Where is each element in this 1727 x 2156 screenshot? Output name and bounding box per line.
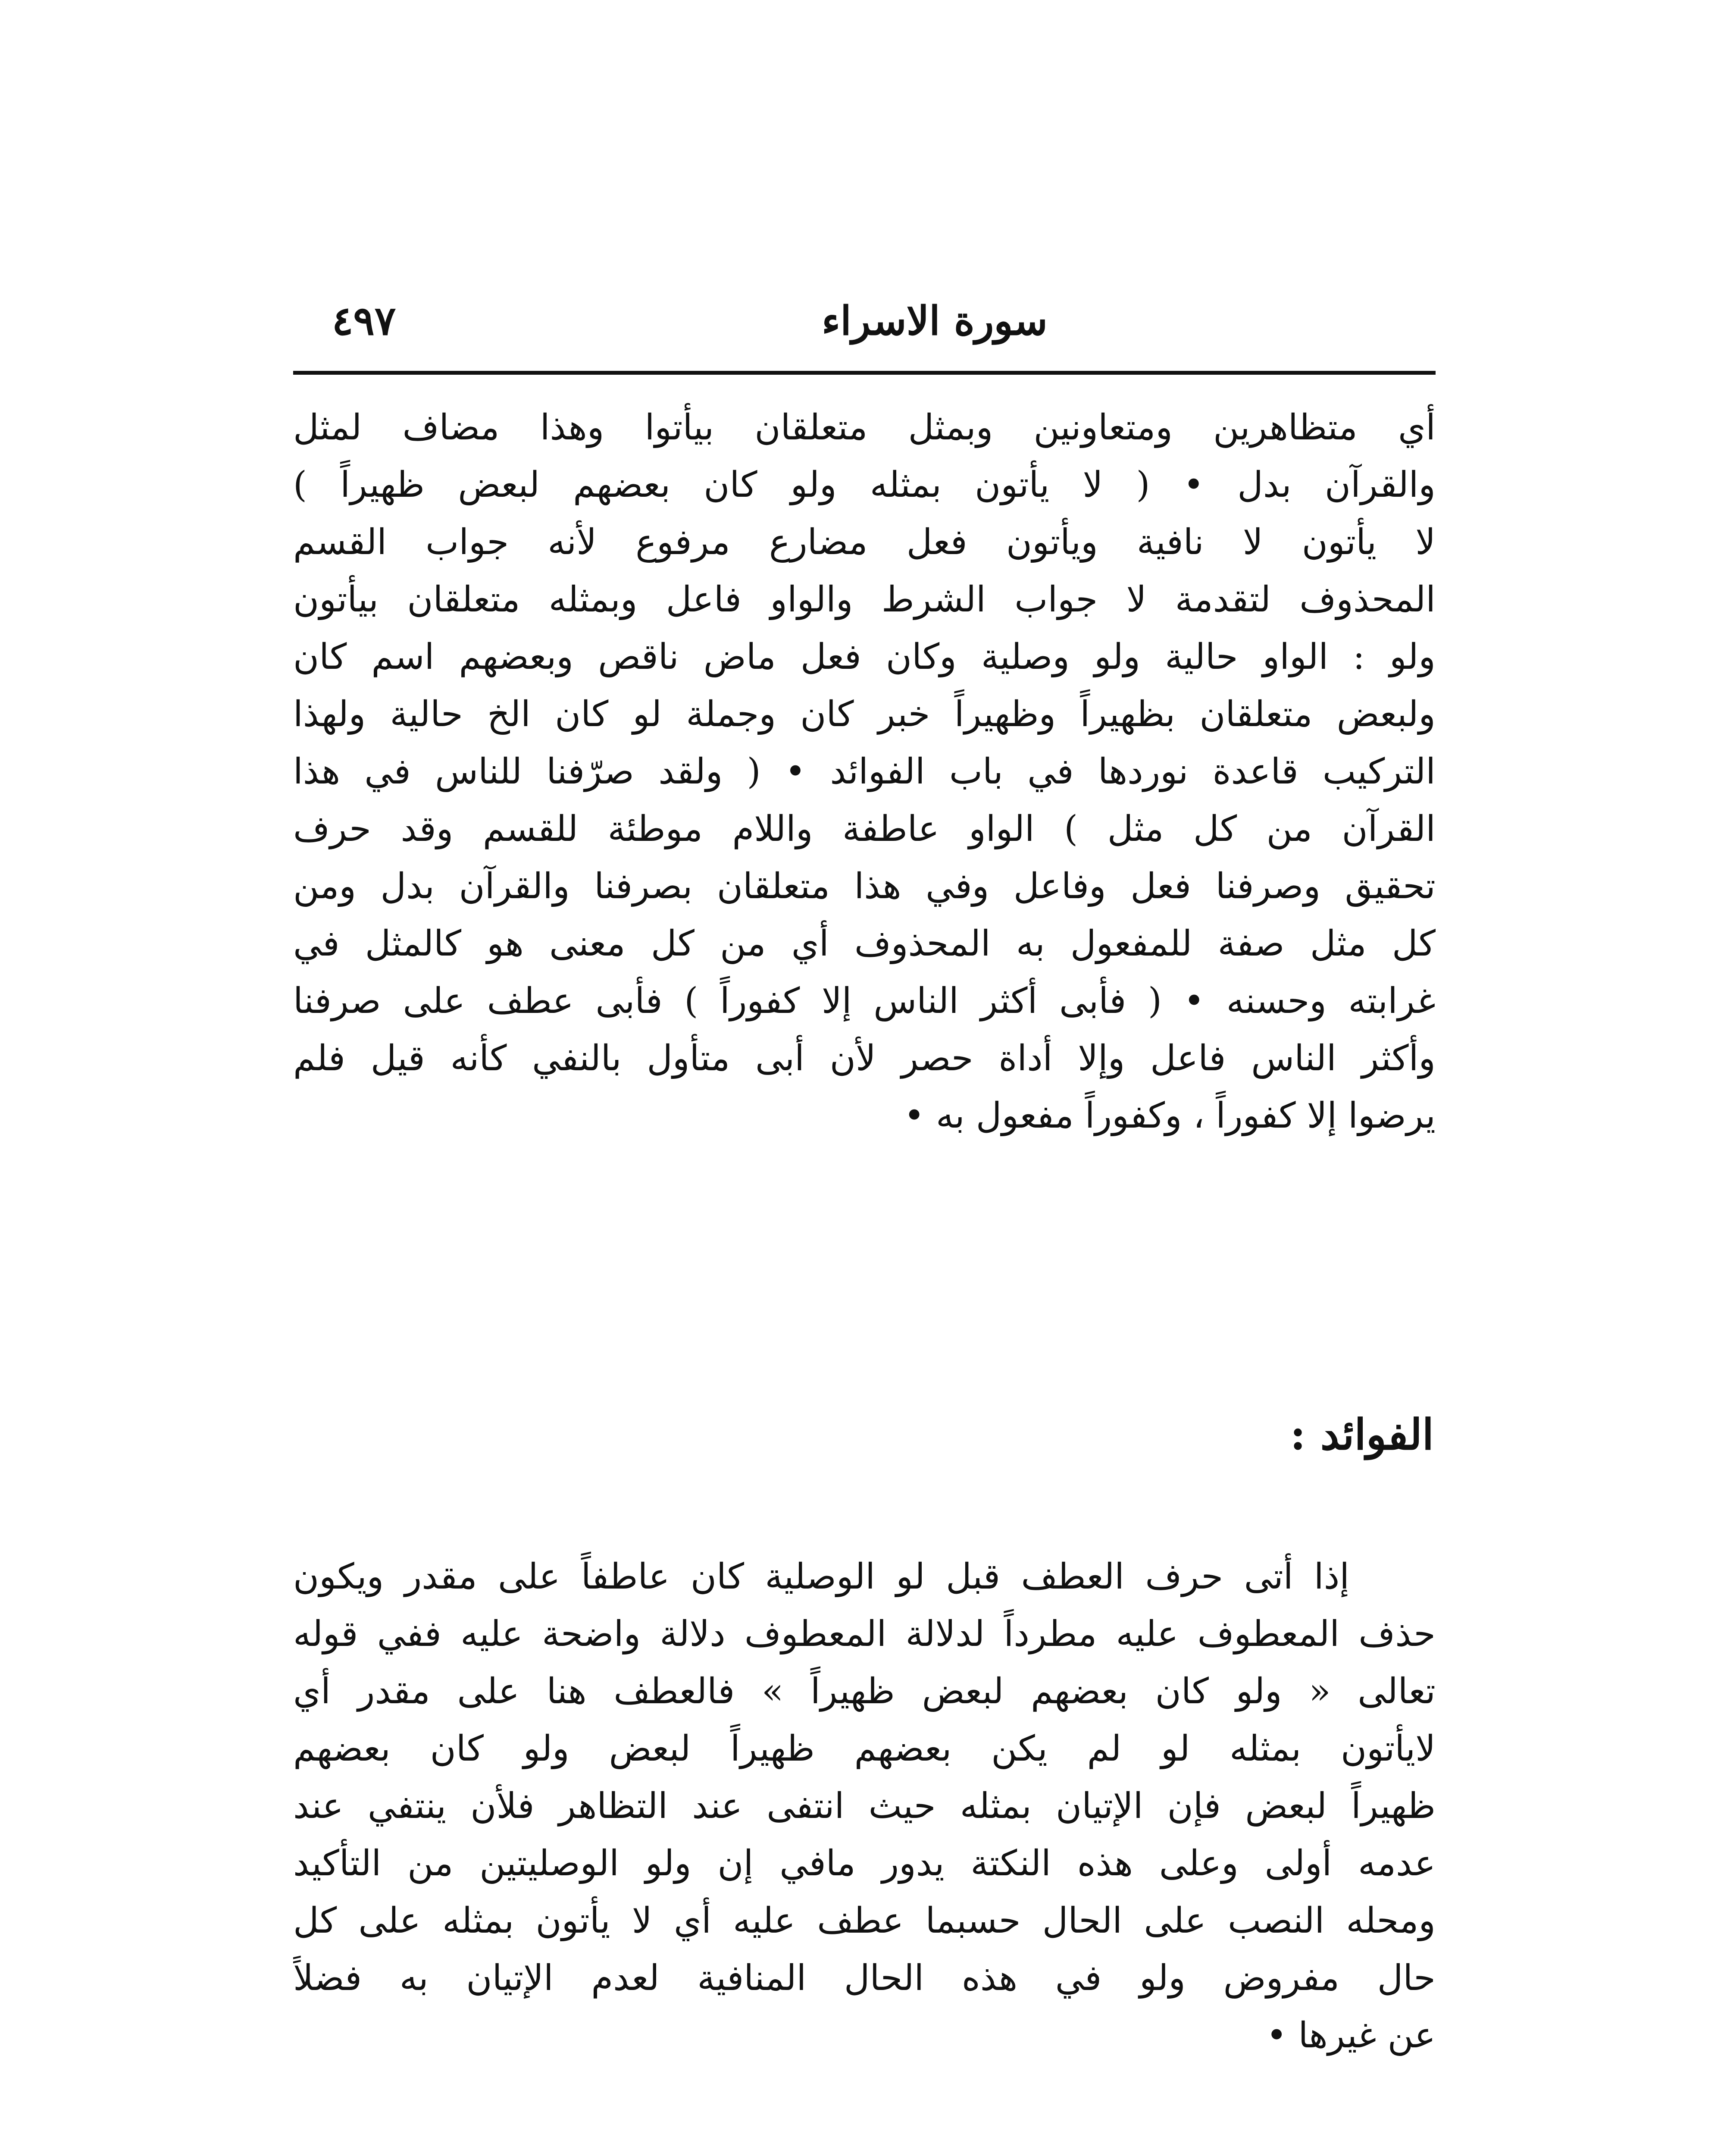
text-line: ولو : الواو حالية ولو وصلية وكان فعل ماض ناقص وبعضهم اسم كان	[293, 636, 1436, 677]
surah-title: سورة الاسراء	[822, 298, 1048, 344]
text-line: عدمه أولى وعلى هذه النكتة يدور مافي إن ولو الوصليتين من التأكيد	[293, 1843, 1436, 1884]
text-line: تحقيق وصرفنا فعل وفاعل وفي هذا متعلقان بصرفنا والقرآن بدل ومن	[293, 866, 1436, 907]
text-line: وأكثر الناس فاعل وإلا أداة حصر لأن أبى متأول بالنفي كأنه قيل فلم	[293, 1038, 1436, 1079]
text-line: كل مثل صفة للمفعول به المحذوف أي من كل معنى هو كالمثل في	[293, 923, 1436, 964]
text-line: ولبعض متعلقان بظهيراً وظهيراً خبر كان وجملة لو كان الخ حالية ولهذا	[293, 694, 1436, 735]
fawaid-heading: الفوائد :	[1290, 1410, 1434, 1460]
text-line: والقرآن بدل • ( لا يأتون بمثله ولو كان بعضهم لبعض ظهيراً )	[293, 464, 1436, 505]
text-line: ومحله النصب على الحال حسبما عطف عليه أي لا يأتون بمثله على كل	[293, 1900, 1436, 1941]
text-line: لايأتون بمثله لو لم يكن بعضهم ظهيراً لبعض ولو كان بعضهم	[293, 1728, 1436, 1769]
text-line: عن غيرها •	[1266, 2015, 1436, 2056]
page-header	[293, 280, 1436, 358]
text-line: التركيب قاعدة نوردها في باب الفوائد • ( ولقد صرّفنا للناس في هذا	[293, 751, 1436, 792]
text-line: تعالى « ولو كان بعضهم لبعض ظهيراً » فالعطف هنا على مقدر أي	[293, 1671, 1436, 1712]
text-line: لا يأتون لا نافية ويأتون فعل مضارع مرفوع لأنه جواب القسم	[293, 522, 1436, 563]
text-line: ظهيراً لبعض فإن الإتيان بمثله حيث انتفى عند التظاهر فلأن ينتفي عند	[293, 1786, 1436, 1827]
page-number: ٤٩٧	[332, 298, 396, 344]
text-line: القرآن من كل مثل ) الواو عاطفة واللام موطئة للقسم وقد حرف	[293, 808, 1436, 849]
text-line: أي متظاهرين ومتعاونين وبمثل متعلقان بيأتوا وهذا مضاف لمثل	[293, 407, 1436, 448]
text-line: حال مفروض ولو في هذه الحال المنافية لعدم الإتيان به فضلاً	[293, 1958, 1436, 1999]
text-line: المحذوف لتقدمة لا جواب الشرط والواو فاعل وبمثله متعلقان بيأتون	[293, 579, 1436, 620]
header-rule	[293, 371, 1436, 375]
fawaid-paragraph	[293, 1548, 1436, 2064]
text-line: إذا أتى حرف العطف قبل لو الوصلية كان عاطفاً على مقدر ويكون	[293, 1556, 1349, 1597]
irab-paragraph	[293, 399, 1436, 1144]
text-line: يرضوا إلا كفوراً ، وكفوراً مفعول به •	[904, 1095, 1436, 1136]
text-line: غرابته وحسنه • ( فأبى أكثر الناس إلا كفوراً ) فأبى عطف على صرفنا	[293, 981, 1436, 1022]
text-line: حذف المعطوف عليه مطرداً لدلالة المعطوف دلالة واضحة عليه ففي قوله	[293, 1614, 1436, 1655]
